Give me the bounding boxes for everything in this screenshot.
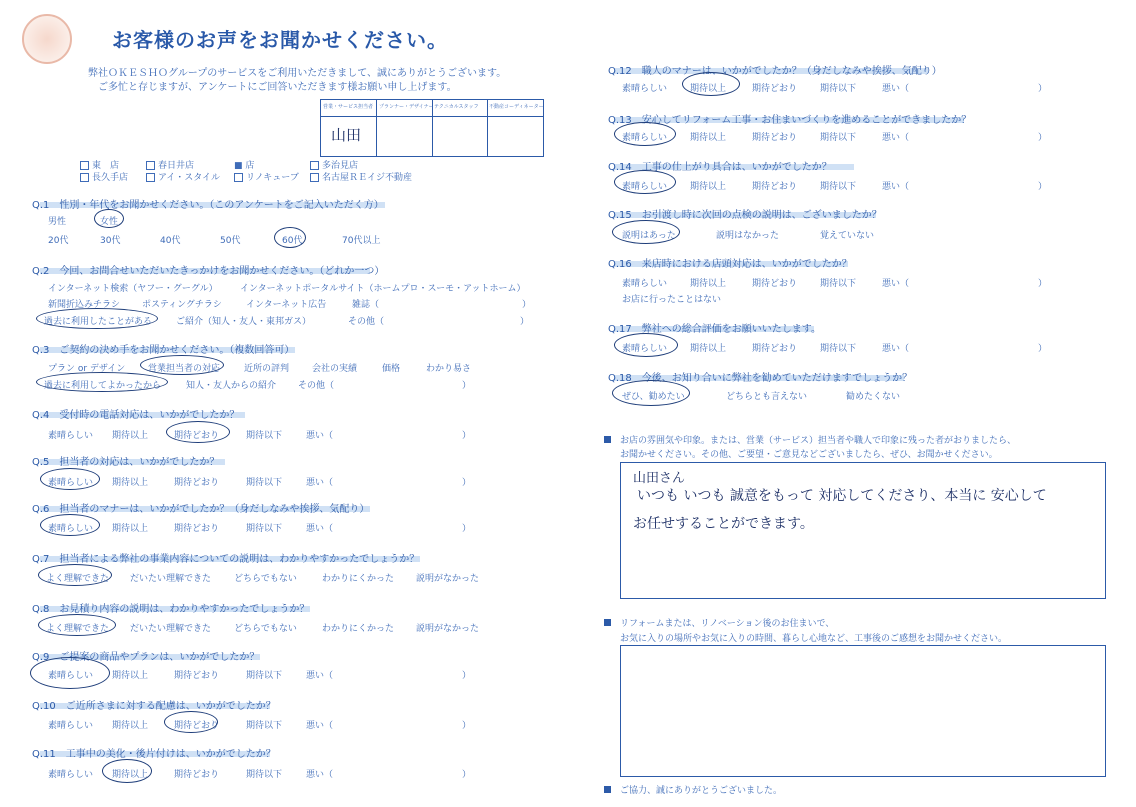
q2-magazine-close: ） [522,300,532,310]
q6-selected-mark [40,514,100,536]
q14-opt-3[interactable]: 期待どおり [752,182,798,192]
q5-selected-mark [40,468,100,490]
free1-answer-line-1: 山田さん [633,471,686,486]
q7-opt-4[interactable]: わかりにくかった [322,574,395,584]
q7-title: Q.7 担当者による弊社の事業内容についての説明は、わかりやすかったでしょうか？ [32,554,420,565]
staff-header-sales: 営業・サービス担当者 [323,104,374,110]
q9-opt-2[interactable]: 期待以上 [112,671,149,681]
q8-selected-mark [38,614,116,636]
q13-title: Q.13 安心してリフォーム工事・お住まいづくりを進めることができましたか？ [608,115,972,126]
q1-title: Q.1 性別・年代をお聞かせください。（このアンケートをご記入いただく方） [32,200,384,211]
q13-opt-5[interactable]: 悪い（ [882,133,910,143]
q9-opt-5[interactable]: 悪い（ [306,671,334,681]
q16-opt-1[interactable]: 素晴らしい [622,279,668,289]
q3-past-mark [36,372,168,392]
q14-opt-2[interactable]: 期待以上 [690,182,727,192]
q5-opt-4[interactable]: 期待以下 [246,478,283,488]
q3-opt-price[interactable]: 価格 [382,364,401,374]
staff-header-realestate: 不動産コーディネーター [489,104,544,110]
q12-close: ） [1038,84,1048,94]
q7-opt-3[interactable]: どちらでもない [234,574,297,584]
free1-answer-line-3: お任せすることができます。 [633,516,814,532]
q4-selected-mark [166,421,230,443]
q7-opt-2[interactable]: だいたい理解できた [130,574,212,584]
q16-opt-5[interactable]: 悪い（ [882,279,910,289]
q12-opt-3[interactable]: 期待どおり [752,84,798,94]
q17-title: Q.17 弊社への総合評価をお願いいたします。 [608,324,821,335]
q18-opt-2[interactable]: どちらとも言えない [726,392,808,402]
q9-opt-1[interactable]: 素晴らしい [48,671,94,681]
q14-title: Q.14 工事の仕上がり具合は、いかがでしたか？ [608,162,832,173]
q6-opt-4[interactable]: 期待以下 [246,524,283,534]
free1-prompt-1: お店の雰囲気や印象。または、営業（サービス）担当者や職人で印象に残った者がおりましたら、 [620,436,1017,446]
q5-opt-2[interactable]: 期待以上 [112,478,149,488]
q17-opt-3[interactable]: 期待どおり [752,344,798,354]
q12-title: Q.12 職人のマナーは、いかがでしたか？（身だしなみや挨拶、気配り） [608,66,942,77]
footer-bullet [604,786,611,793]
stamp-seal [22,14,72,64]
q6-title: Q.6 担当者のマナーは、いかがでしたか？（身だしなみや挨拶、気配り） [32,504,370,515]
q1-opt-30s[interactable]: 30代 [100,236,121,246]
q14-opt-1[interactable]: 素晴らしい [622,182,668,192]
free2-prompt-2: お気に入りの場所やお気に入りの時間、暮らし心地など、工事後のご感想をお聞かせください。 [620,634,1008,644]
q3-opt-sales-staff[interactable]: 営業担当者の対応 [148,364,221,374]
q3-other-close: ） [462,381,472,391]
q13-opt-4[interactable]: 期待以下 [820,133,857,143]
q8-opt-3[interactable]: どちらでもない [234,624,297,634]
q17-selected-mark [614,333,678,357]
q16-opt-2[interactable]: 期待以上 [690,279,727,289]
q16-close: ） [1038,279,1048,289]
intro-line-2: ご多忙と存じますが、アンケートにご回答いただきます様お願い申し上げます。 [98,82,457,93]
q10-opt-2[interactable]: 期待以上 [112,721,149,731]
q4-opt-4[interactable]: 期待以下 [246,431,283,441]
q12-opt-2[interactable]: 期待以上 [690,84,727,94]
q11-opt-1[interactable]: 素晴らしい [48,770,94,780]
q12-selected-mark [682,72,740,96]
q3-opt-past-good[interactable]: 過去に利用してよかったから [44,381,162,391]
q10-selected-mark [164,711,218,733]
q3-opt-track-record[interactable]: 会社の実績 [312,364,358,374]
q6-opt-2[interactable]: 期待以上 [112,524,149,534]
q1-opt-20s[interactable]: 20代 [48,236,69,246]
footer-thanks: ご協力、誠にありがとうございました。 [620,786,783,796]
q11-opt-3[interactable]: 期待どおり [174,770,220,780]
q18-opt-3[interactable]: 勧めたくない [846,392,901,402]
q2-opt-search[interactable]: インターネット検索（ヤフー・グーグル） [48,284,218,294]
q15-opt-1[interactable]: 説明はあった [622,231,676,241]
q15-opt-3[interactable]: 覚えていない [820,231,875,241]
q9-opt-4[interactable]: 期待以下 [246,671,283,681]
free1-answer-line-2: いつも いつも 誠意をもって 対応してくださり、本当に 安心して [637,488,1047,504]
q11-title: Q.11 工事中の美化・後片付けは、いかがでしたか？ [32,749,276,760]
q2-other-close: ） [520,317,530,327]
q3-opt-reputation[interactable]: 近所の評判 [244,364,290,374]
q5-opt-5[interactable]: 悪い（ [306,478,334,488]
store-nagakute[interactable]: 長久手店 [80,170,128,183]
q2-title: Q.2 今回、お問合せいただいたきっかけをお聞かせください。（どれか一つ） [32,266,385,277]
q1-opt-70s[interactable]: 70代以上 [342,236,381,246]
q2-opt-newspaper[interactable]: 新聞折込みチラシ [48,300,121,310]
free1-prompt-2: お聞かせください。その他、ご要望・ご意見などございましたら、ぜひ、お聞かせください。 [620,450,998,460]
q13-selected-mark [614,122,676,146]
q6-opt-1[interactable]: 素晴らしい [48,524,94,534]
q1-opt-female[interactable]: 女性 [100,217,119,227]
q5-close: ） [462,478,472,488]
q1-age-selected-mark [274,227,306,248]
q18-selected-mark [612,380,690,406]
q15-selected-mark [612,220,680,244]
q5-opt-1[interactable]: 素晴らしい [48,478,94,488]
q2-opt-posting[interactable]: ポスティングチラシ [142,300,222,310]
q17-opt-2[interactable]: 期待以上 [690,344,727,354]
q2-opt-magazine[interactable]: 雑誌（ [352,300,380,310]
q1-opt-40s[interactable]: 40代 [160,236,181,246]
q11-opt-2[interactable]: 期待以上 [112,770,149,780]
store-renocube[interactable]: リノキューブ [234,170,299,183]
page-title: お客様のお声をお聞かせください。 [112,28,448,52]
q12-opt-1[interactable]: 素晴らしい [622,84,668,94]
q14-close: ） [1038,182,1048,192]
q16-title: Q.16 来店時における店頭対応は、いかがでしたか？ [608,259,852,270]
store-kasugai[interactable]: 春日井店 [146,158,194,171]
free2-bullet [604,619,611,626]
q13-opt-3[interactable]: 期待どおり [752,133,798,143]
store-istyle[interactable]: アイ・スタイル [146,170,220,183]
q3-opt-clarity[interactable]: わかり易さ [426,364,472,374]
q10-title: Q.10 ご近所さまに対する配慮は、いかがでしたか？ [32,701,276,712]
staff-header-technical: テクニカルスタッフ [434,104,479,110]
q1-opt-50s[interactable]: 50代 [220,236,241,246]
q3-staff-mark [140,355,224,375]
q18-opt-1[interactable]: ぜひ、勧めたい [622,392,685,402]
q8-opt-1[interactable]: よく理解できた [46,624,110,634]
free1-bullet [604,436,611,443]
q9-title: Q.9 ご提案の商品やプランは、いかがでしたか？ [32,652,260,663]
q16-opt-3[interactable]: 期待どおり [752,279,798,289]
q14-selected-mark [614,170,676,194]
q2-opt-past-use[interactable]: 過去に利用したことがある [44,317,153,327]
q4-opt-3[interactable]: 期待どおり [174,431,220,441]
q10-opt-1[interactable]: 素晴らしい [48,721,94,731]
q10-opt-4[interactable]: 期待以下 [246,721,283,731]
q4-title: Q.4 受付時の電話対応は、いかがでしたか？ [32,410,240,421]
q7-selected-mark [38,564,112,586]
q14-opt-4[interactable]: 期待以下 [820,182,857,192]
q11-selected-mark [102,759,152,783]
q10-close: ） [462,721,472,731]
q13-close: ） [1038,133,1048,143]
q7-opt-1[interactable]: よく理解できた [46,574,110,584]
q11-opt-5[interactable]: 悪い（ [306,770,334,780]
q3-opt-referral[interactable]: 知人・友人からの紹介 [186,381,277,391]
q6-opt-3[interactable]: 期待どおり [174,524,220,534]
q7-opt-5[interactable]: 説明がなかった [416,574,480,584]
q2-opt-other[interactable]: その他（ [348,317,385,327]
q13-opt-2[interactable]: 期待以上 [690,133,727,143]
q16-opt-never-visited[interactable]: お店に行ったことはない [622,295,722,305]
q1-selected-mark [94,209,124,228]
store-nagoya-re[interactable]: 名古屋ＲＥイジ不動産 [310,170,412,183]
q10-opt-5[interactable]: 悪い（ [306,721,334,731]
q4-close: ） [462,431,472,441]
free2-prompt-1: リフォームまたは、リノベーション後のお住まいで、 [620,619,835,629]
q3-title: Q.3 ご契約の決め手をお聞かせください。（複数回答可） [32,345,295,356]
q15-opt-2[interactable]: 説明はなかった [716,231,780,241]
q14-opt-5[interactable]: 悪い（ [882,182,910,192]
free2-answer-box[interactable] [620,645,1106,777]
q2-opt-referral[interactable]: ご紹介（知人・友人・東邦ガス） [176,317,312,327]
q3-opt-plan[interactable]: プラン or デザイン [48,364,126,374]
q18-title: Q.18 今後、お知り合いに弊社を勧めていただけますでしょうか？ [608,373,913,384]
q2-selected-mark [36,308,158,329]
q8-opt-2[interactable]: だいたい理解できた [130,624,212,634]
q12-opt-4[interactable]: 期待以下 [820,84,857,94]
q11-opt-4[interactable]: 期待以下 [246,770,283,780]
q2-opt-portal[interactable]: インターネットポータルサイト（ホームプロ・スーモ・アットホーム） [240,284,526,294]
store-tajimi[interactable]: 多治見店 [310,158,358,171]
staff-header-planner: プランナー・デザイナー [379,104,434,110]
staff-name-handwritten: 山田 [331,126,362,144]
q15-title: Q.15 お引渡し時に次回の点検の説明は、ございましたか？ [608,210,882,221]
store-checked[interactable]: ■ 店 [234,161,255,171]
q5-opt-3[interactable]: 期待どおり [174,478,220,488]
q9-opt-3[interactable]: 期待どおり [174,671,220,681]
store-higashi[interactable]: 東 店 [80,158,119,171]
q2-opt-web-ad[interactable]: インターネット広告 [246,300,327,310]
q4-opt-2[interactable]: 期待以上 [112,431,149,441]
free1-answer-box[interactable] [620,462,1106,599]
q8-title: Q.8 お見積り内容の説明は、わかりやすかったでしょうか？ [32,604,310,615]
intro-line-1: 弊社ＯＫＥＳＨＯグループのサービスをご利用いただきまして、誠にありがとうございます。 [88,68,507,79]
q12-opt-5[interactable]: 悪い（ [882,84,910,94]
q9-close: ） [462,671,472,681]
q17-opt-5[interactable]: 悪い（ [882,344,910,354]
q6-opt-5[interactable]: 悪い（ [306,524,334,534]
q13-opt-1[interactable]: 素晴らしい [622,133,668,143]
q5-title: Q.5 担当者の対応は、いかがでしたか？ [32,457,220,468]
q17-opt-4[interactable]: 期待以下 [820,344,857,354]
q9-selected-mark [30,657,110,689]
q11-close: ） [462,770,472,780]
q1-opt-60s[interactable]: 60代 [282,236,303,246]
q4-opt-1[interactable]: 素晴らしい [48,431,94,441]
q16-opt-4[interactable]: 期待以下 [820,279,857,289]
staff-table [320,99,544,157]
q17-opt-1[interactable]: 素晴らしい [622,344,668,354]
q3-opt-other[interactable]: その他（ [298,381,335,391]
q8-opt-5[interactable]: 説明がなかった [416,624,480,634]
q10-opt-3[interactable]: 期待どおり [174,721,220,731]
q6-close: ） [462,524,472,534]
q4-opt-5[interactable]: 悪い（ [306,431,334,441]
q17-close: ） [1038,344,1048,354]
q8-opt-4[interactable]: わかりにくかった [322,624,395,634]
q1-opt-male[interactable]: 男性 [48,217,67,227]
